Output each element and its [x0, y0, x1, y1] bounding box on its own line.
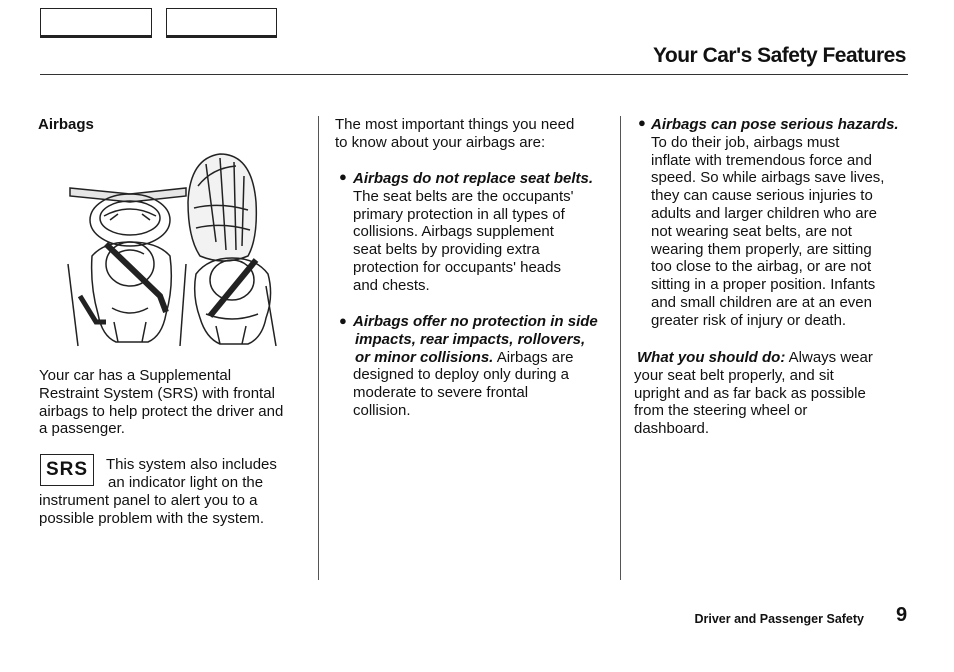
- bullet-dot: ●: [339, 313, 347, 328]
- what-you-should-do: What you should do: Always wear your seat belt properly, and sit upright and as far back as possible from the steering wheel or dashboard.: [634, 349, 873, 438]
- column-divider-2: [620, 116, 621, 580]
- bullet-serious-hazards: Airbags can pose serious hazards. To do their job, airbags must inflate with tremendous force and speed. So while airbags save lives, they can cause serious injuries to adults and larger children who are not wearing seat belts, are not wearing them properly, are sitting too close to the airbag, or are not sitting in a proper position. Infants and small children are at an even greater risk of injury or death.: [651, 116, 899, 329]
- bullet-dot: ●: [339, 169, 347, 184]
- indicator-paragraph-start: This system also includes an indicator light on the: [106, 456, 277, 491]
- srs-indicator-icon: SRS: [40, 454, 94, 486]
- next-page-button[interactable]: [166, 8, 277, 38]
- indicator-paragraph-end: instrument panel to alert you to a possible problem with the system.: [39, 492, 265, 527]
- bullet-no-protection: Airbags offer no protection in side impacts, rear impacts, rollovers, or minor collisions. Airbags are designed to deploy only during a moderate to severe frontal collision.: [353, 313, 598, 419]
- important-things-intro: The most important things you need to know about your airbags are:: [335, 116, 575, 151]
- page-title: Your Car's Safety Features: [652, 44, 906, 67]
- title-divider: [40, 74, 908, 75]
- column-divider-1: [318, 116, 319, 580]
- bullet-dot: ●: [638, 115, 646, 130]
- previous-page-button[interactable]: [40, 8, 152, 38]
- footer-section-title: Driver and Passenger Safety: [694, 612, 864, 626]
- airbag-deployment-illustration: [40, 146, 300, 356]
- bullet-seat-belts: Airbags do not replace seat belts. The seat belts are the occupants' primary protection in all types of collisions. Airbags supplement seat belts by providing extra protection for occupants' heads and chests.: [353, 170, 594, 294]
- intro-paragraph: Your car has a Supplemental Restraint System (SRS) with frontal airbags to help protect the driver and a passenger.: [39, 367, 284, 438]
- section-heading-airbags: Airbags: [38, 116, 94, 133]
- page-number: 9: [896, 604, 908, 626]
